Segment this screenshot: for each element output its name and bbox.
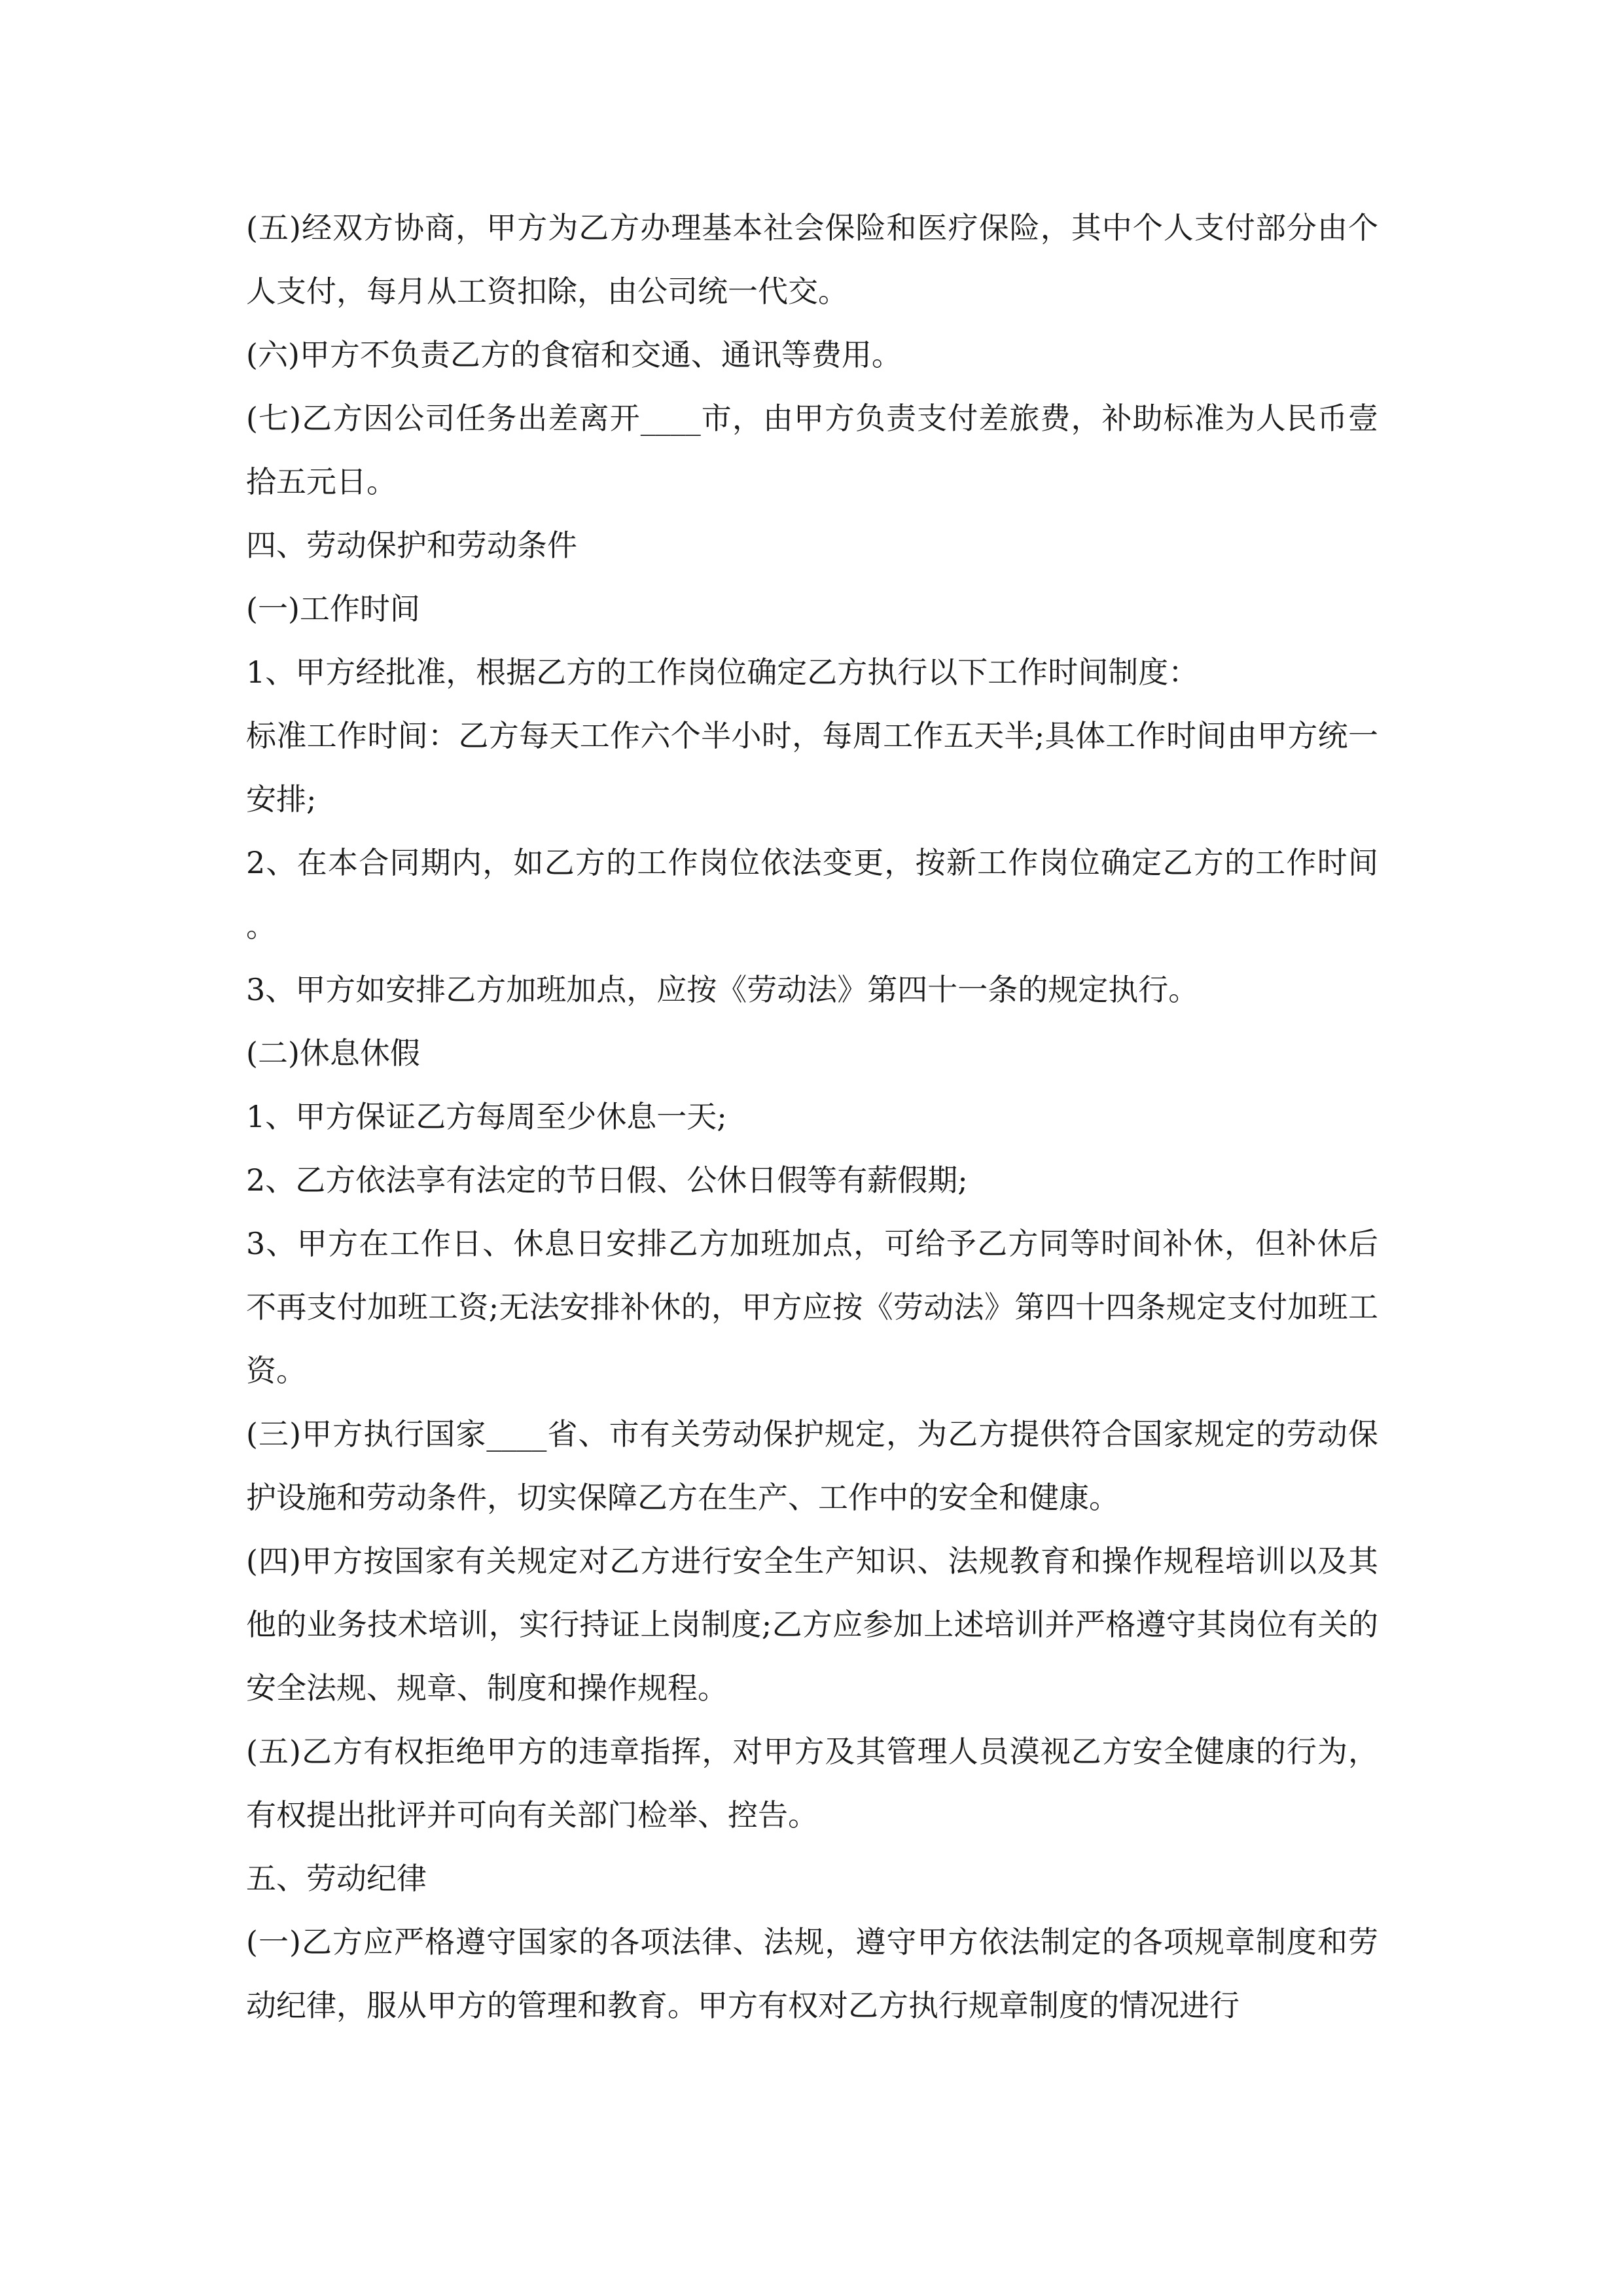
section-heading-labor-protection: 四、劳动保护和劳动条件: [246, 528, 577, 563]
document-body: [246, 196, 1378, 2037]
paragraph-weekly-rest: 1、甲方保证乙方每周至少休息一天;: [246, 1099, 727, 1134]
paragraph-overtime: 3、甲方如安排乙方加班加点，应按《劳动法》第四十一条的规定执行。: [246, 972, 1199, 1007]
paragraph-safety-regulations: (三)甲方执行国家____省、市有关劳动保护规定，为乙方提供符合国家规定的劳动保护设施和劳动条件，切实保障乙方在生产、工作中的安全和健康。: [246, 1416, 1378, 1515]
paragraph-expenses: (六)甲方不负责乙方的食宿和交通、通讯等费用。: [246, 337, 902, 372]
section-heading-labor-discipline: 五、劳动纪律: [246, 1861, 427, 1896]
subheading-working-hours: (一)工作时间: [246, 591, 420, 626]
subheading-rest-leave: (二)休息休假: [246, 1035, 420, 1071]
paragraph-social-insurance: (五)经双方协商，甲方为乙方办理基本社会保险和医疗保险，其中个人支付部分由个人支付，每月从工资扣除，由公司统一代交。: [246, 210, 1378, 309]
paragraph-refuse-violations: (五)乙方有权拒绝甲方的违章指挥，对甲方及其管理人员漠视乙方安全健康的行为，有权提出批评并可向有关部门检举、控告。: [246, 1734, 1378, 1833]
paragraph-safety-training: (四)甲方按国家有关规定对乙方进行安全生产知识、法规教育和操作规程培训以及其他的业务技术培训，实行持证上岗制度;乙方应参加上述培训并严格遵守其岗位有关的安全法规、规章、制度和操作规程。: [246, 1543, 1378, 1706]
paragraph-hours-approval: 1、甲方经批准，根据乙方的工作岗位确定乙方执行以下工作时间制度：: [246, 655, 1199, 690]
paragraph-comply-rules: (一)乙方应严格遵守国家的各项法律、法规，遵守甲方依法制定的各项规章制度和劳动纪律，服从甲方的管理和教育。甲方有权对乙方执行规章制度的情况进行: [246, 1924, 1378, 2023]
paragraph-standard-hours: 标准工作时间：乙方每天工作六个半小时，每周工作五天半;具体工作时间由甲方统一安排;: [246, 718, 1378, 817]
paragraph-paid-holidays: 2、乙方依法享有法定的节日假、公休日假等有薪假期;: [246, 1162, 968, 1198]
paragraph-compensatory-leave: 3、甲方在工作日、休息日安排乙方加班加点，可给予乙方同等时间补休，但补休后不再支付加班工资;无法安排补休的，甲方应按《劳动法》第四十四条规定支付加班工资。: [246, 1226, 1378, 1388]
paragraph-travel-allowance: (七)乙方因公司任务出差离开____市，由甲方负责支付差旅费，补助标准为人民币壹拾五元日。: [246, 401, 1378, 499]
paragraph-position-change: 2、在本合同期内，如乙方的工作岗位依法变更，按新工作岗位确定乙方的工作时间。: [246, 845, 1378, 944]
